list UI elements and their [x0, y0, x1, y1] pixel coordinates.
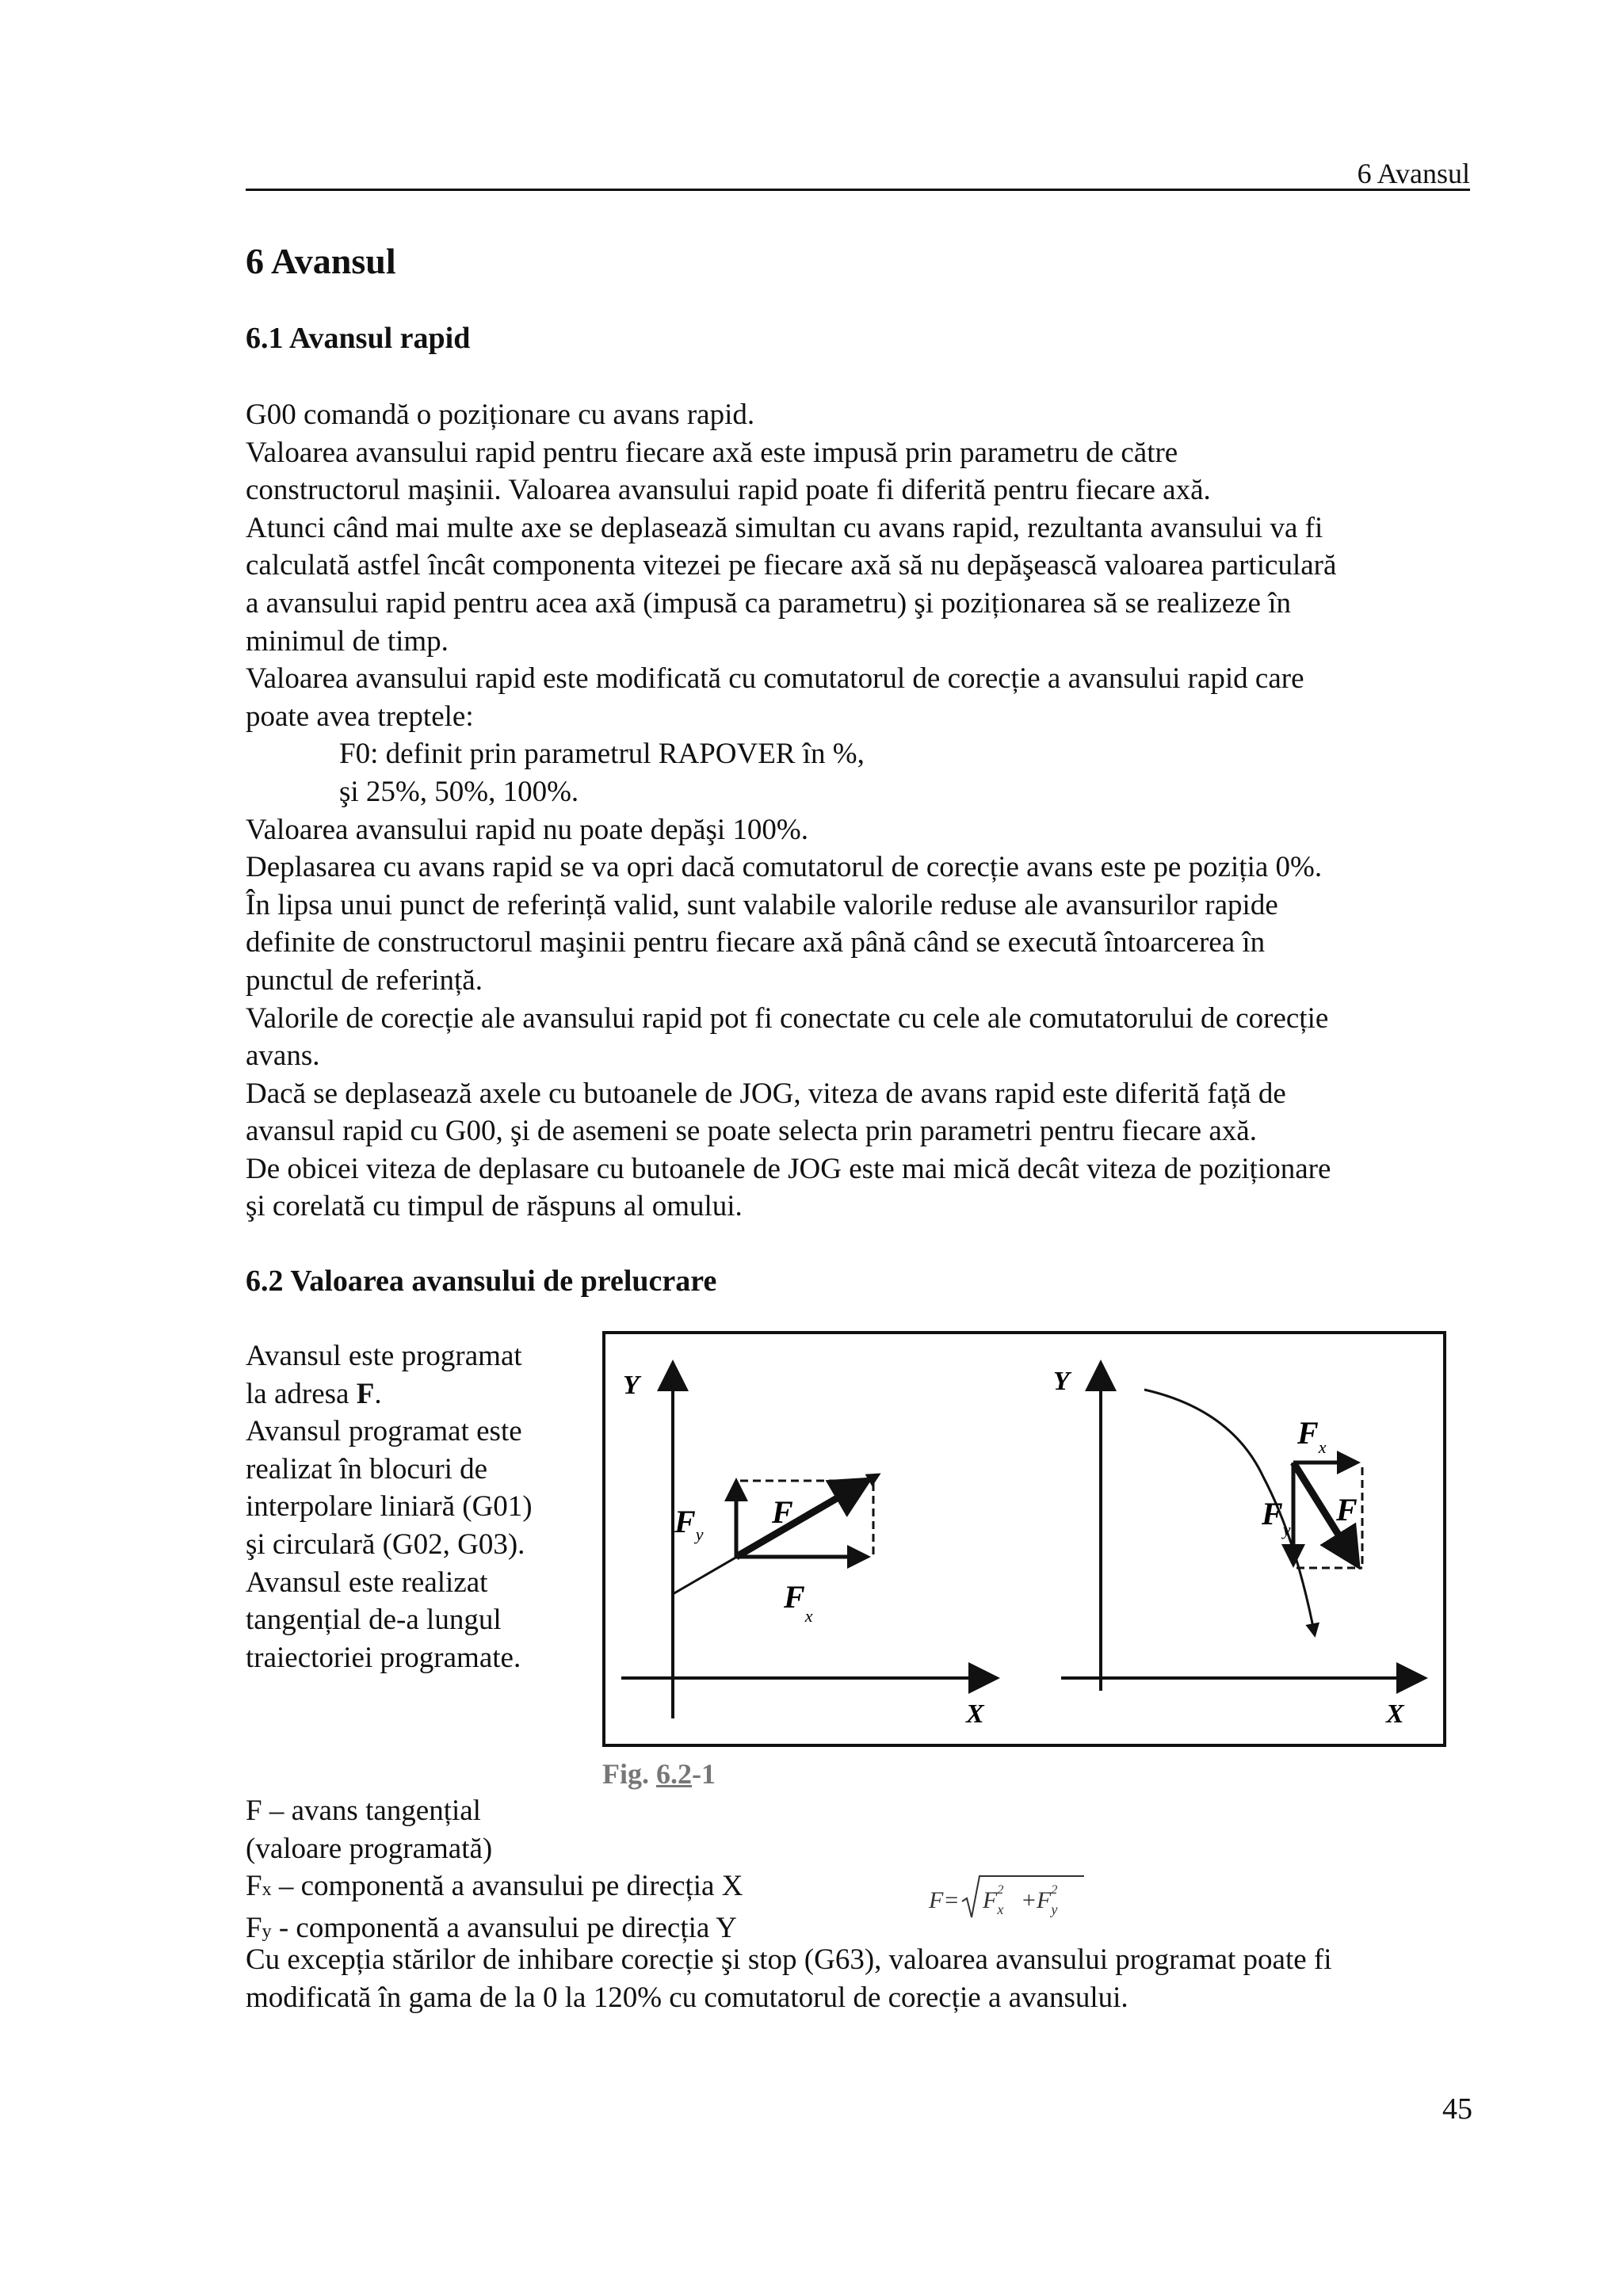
indented-line: şi 25%, 50%, 100%. [339, 775, 579, 808]
formula-lhs: F= [929, 1887, 960, 1913]
feed-vector-figure [602, 1331, 1446, 1747]
body-line: Cu excepția stărilor de inhibare corecție şi stop (G63), valoarea avansului programat poate fi [246, 1943, 1332, 1976]
body-line: Valoarea avansului rapid pentru fiecare axă este impusă prin parametru de către [246, 436, 1178, 469]
term-1-subscript: x [997, 1901, 1004, 1917]
fx-subscript: x [804, 1606, 813, 1626]
fx-subscript: x [1318, 1437, 1327, 1457]
body-line: poate avea treptele: [246, 700, 474, 733]
body-line: minimul de timp. [246, 624, 449, 658]
fx-letter: F [784, 1579, 805, 1615]
body-line: avans. [246, 1039, 320, 1073]
x-axis-label: X [966, 1699, 984, 1729]
term-1-superscript: 2 [997, 1883, 1004, 1897]
intro-text: la adresa [246, 1377, 357, 1410]
header-rule [246, 189, 1470, 191]
body-line: constructorul maşinii. Valoarea avansului rapid poate fi diferită pentru fiecare axă. [246, 474, 1211, 507]
body-line: avansul rapid cu G00, şi de asemeni se poate selecta prin parametri pentru fiecare axă. [246, 1115, 1257, 1148]
term-2-superscript: 2 [1051, 1883, 1058, 1897]
section-heading-6-2: 6.2 Valoarea avansului de prelucrare [246, 1264, 717, 1298]
formula-plus: + [1021, 1887, 1037, 1913]
feed-formula [927, 1870, 1086, 1925]
body-line: De obicei viteza de deplasare cu butoanele de JOG este mai mică decât viteza de poziționare [246, 1152, 1331, 1185]
term-1-letter: F [983, 1887, 998, 1913]
fx-text: – componentă a avansului pe direcția X [271, 1870, 743, 1903]
intro-line: Avansul este programat [246, 1340, 522, 1372]
f-vector [736, 1481, 867, 1557]
formula-term-1 [982, 1883, 1003, 1917]
figure-caption [602, 1757, 716, 1791]
indented-line: F0: definit prin parametrul RAPOVER în %, [339, 738, 865, 771]
fy-letter: F [1262, 1496, 1283, 1531]
body-line: modificată în gama de la 0 la 120% cu comutatorul de corecție a avansului. [246, 1981, 1128, 2014]
circular-arc [1144, 1390, 1315, 1635]
fx-label [1296, 1415, 1327, 1457]
running-header: 6 Avansul [1357, 158, 1470, 189]
intro-bold-address: F [356, 1377, 375, 1410]
feed-vector-diagram [605, 1334, 1443, 1744]
definitions-list [246, 1792, 743, 1951]
section-heading-6-1: 6.1 Avansul rapid [246, 322, 471, 355]
x-axis-label: X [1386, 1699, 1404, 1729]
body-line: punctul de referință. [246, 963, 483, 997]
caption-suffix: -1 [692, 1758, 716, 1790]
body-line: G00 comandă o poziționare cu avans rapid. [246, 399, 755, 431]
definition-f-note: (valoare programată) [246, 1832, 493, 1865]
fx-letter: F [1297, 1415, 1319, 1451]
f-label: F [772, 1494, 793, 1530]
intro-line: Avansul este realizat [246, 1566, 488, 1599]
body-line: Dacă se deplasează axele cu butoanele de JOG, viteza de avans rapid este diferită față de [246, 1077, 1286, 1110]
fx-letter: F [246, 1870, 262, 1903]
body-line: calculată astfel încât componenta vitezei pe fiecare axă să nu depăşească valoarea particulară [246, 549, 1337, 582]
intro-line: şi circulară (G02, G03). [246, 1527, 525, 1561]
term-2-letter: F [1037, 1887, 1052, 1913]
body-line: Valoarea avansului rapid este modificată cu comutatorul de corecție a avansului rapid care [246, 662, 1304, 696]
fy-letter: F [246, 1911, 262, 1944]
y-axis-label: Y [623, 1371, 640, 1400]
intro-line: realizat în blocuri de [246, 1452, 488, 1486]
body-line: Valorile de corecție ale avansului rapid pot fi conectate cu cele ale comutatorului de corecție [246, 1001, 1329, 1035]
fx-subscript: x [262, 1879, 272, 1901]
closing-paragraph [246, 1941, 1482, 2016]
body-line: Valoarea avansului rapid nu poate depăşi 100%. [246, 813, 808, 846]
body-line: În lipsa unui punct de referință valid, sunt valabile valorile reduse ale avansurilor rapide [246, 888, 1278, 921]
formula-term-2 [1036, 1883, 1057, 1917]
caption-number: 6.2 [656, 1758, 692, 1790]
fy-label [1261, 1496, 1291, 1539]
y-axis-label: Y [1053, 1367, 1070, 1396]
intro-text: . [374, 1377, 382, 1410]
term-2-subscript: y [1051, 1901, 1058, 1917]
section-2-intro [246, 1337, 594, 1676]
fy-letter: F [674, 1504, 696, 1539]
body-line: definite de constructorul maşinii pentru fiecare axă până când se execută întoarcerea în [246, 926, 1266, 959]
intro-line [246, 1375, 594, 1413]
intro-line: Avansul programat este [246, 1415, 522, 1448]
body-line: şi corelată cu timpul de răspuns al omului. [246, 1190, 743, 1223]
fy-subscript: y [262, 1920, 272, 1942]
caption-prefix: Fig. [602, 1758, 656, 1790]
page-number: 45 [1442, 2092, 1472, 2126]
intro-line: traiectoriei programate. [246, 1641, 521, 1674]
definition-f: F – avans tangențial [246, 1794, 481, 1827]
definition-fx [246, 1867, 743, 1909]
f-label: F [1336, 1492, 1358, 1527]
fy-subscript: y [695, 1524, 704, 1544]
fy-subscript: y [1282, 1520, 1291, 1539]
fy-text: - componentă a avansului pe direcția Y [271, 1911, 737, 1944]
fy-label [674, 1504, 704, 1544]
body-line: Deplasarea cu avans rapid se va opri dacă comutatorul de corecție avans este pe poziția 0%. [246, 851, 1323, 884]
section-1-body [246, 396, 1482, 1226]
fx-label [783, 1579, 813, 1626]
circular-interpolation-diagram [1053, 1366, 1422, 1729]
chapter-title: 6 Avansul [246, 241, 396, 281]
body-line: a avansului rapid pentru acea axă (impusă ca parametru) şi poziționarea să se realizeze în [246, 586, 1292, 620]
intro-line: interpolare liniară (G01) [246, 1490, 533, 1524]
linear-interpolation-diagram [621, 1366, 994, 1729]
body-line: Atunci când mai multe axe se deplasează simultan cu avans rapid, rezultanta avansului va fi [246, 511, 1323, 544]
intro-line: tangențial de-a lungul [246, 1604, 502, 1637]
